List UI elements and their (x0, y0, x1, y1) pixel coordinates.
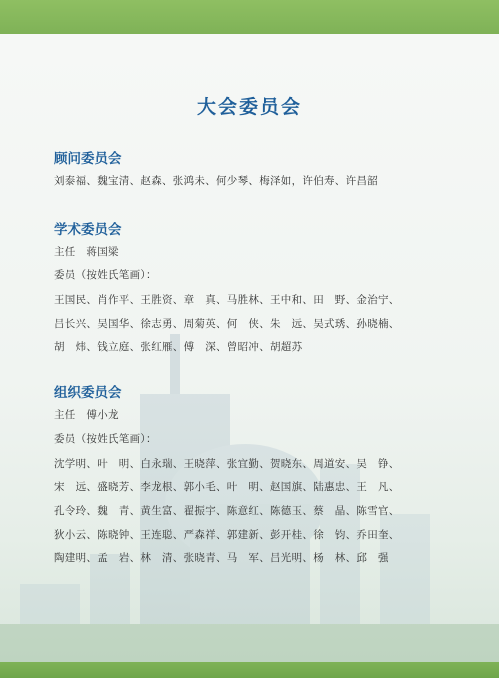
content-area (0, 34, 499, 662)
organizing-committee-heading: 组织委员会 (54, 385, 122, 401)
advisory-committee-heading: 顾问委员会 (54, 151, 122, 167)
advisory-members: 刘泰福、魏宝清、赵森、张鸿未、何少琴、梅泽如，许伯寿、许昌韶 (54, 175, 378, 187)
academic-members-line: 吕长兴、吴国华、徐志勇、周菊英、何 侠、朱 远、吴式琇、孙晓楠、 (54, 318, 400, 330)
academic-committee-heading: 学术委员会 (54, 222, 122, 238)
organizing-members-line: 宋 远、盛晓芳、李龙根、郭小毛、叶 明、赵国旗、陆惠忠、王 凡、 (54, 481, 400, 493)
organizing-chair: 主任 傅小龙 (54, 409, 119, 421)
organizing-members-line: 陶建明、孟 岩、林 清、张晓青、马 军、吕光明、杨 林、邱 强 (54, 552, 389, 564)
academic-members-line: 王国民、肖作平、王胜资、章 真、马胜林、王中和、田 野、金治宁、 (54, 294, 400, 306)
academic-chair: 主任 蒋国梁 (54, 246, 119, 258)
footer-band (0, 662, 499, 678)
organizing-members-line: 狄小云、陈晓钟、王连聪、严森祥、郭建新、彭开桂、徐 钧、乔田奎、 (54, 529, 400, 541)
academic-members-line: 胡 炜、钱立庭、张红雁、傅 深、曾昭冲、胡超苏 (54, 341, 303, 353)
organizing-members-line: 孔令玲、魏 青、黄生富、翟振宇、陈意红、陈德玉、蔡 晶、陈雪官、 (54, 505, 400, 517)
organizing-members-line: 沈学明、叶 明、白永瑞、王晓萍、张宜勤、贺晓东、周道安、吴 铮、 (54, 458, 400, 470)
academic-members-label: 委员（按姓氏笔画）： (54, 269, 157, 281)
page-title: 大会委员会 (196, 96, 302, 118)
organizing-members-label: 委员（按姓氏笔画）： (54, 433, 157, 445)
header-band (0, 0, 499, 34)
